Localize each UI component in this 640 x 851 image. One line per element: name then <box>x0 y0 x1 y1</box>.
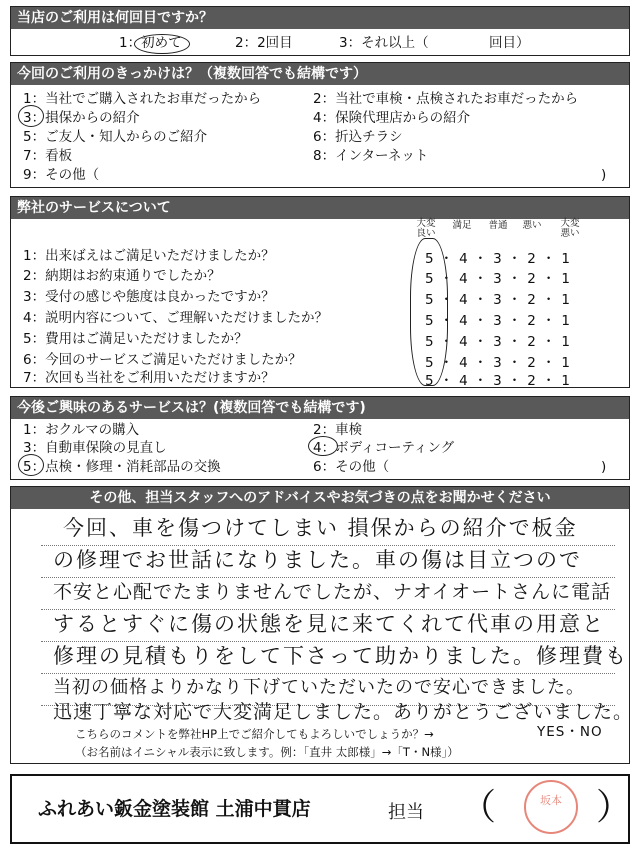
reason-2: 2：当社で車検・点検されたお車だったから <box>313 91 579 107</box>
option-second: 2：2回目 <box>235 35 293 51</box>
survey-sheet <box>10 6 634 844</box>
reason-9: 9：その他（ <box>23 167 100 183</box>
interest-6-close: ) <box>601 459 607 475</box>
interest-4: 4：ボディコーティング <box>313 440 455 456</box>
section-title: 今回のご利用のきっかけは？（複数回答でも結構です） <box>11 63 629 85</box>
interest-5: 5：点検・修理・消耗部品の交換 <box>23 459 221 475</box>
staff-close-paren: ） <box>596 787 633 828</box>
rating-scale-7: 5・4・3・2・1 <box>425 373 576 389</box>
circle-mark-interest-5 <box>18 454 44 476</box>
rating-question-7: 7：次回も当社をご利用いただけますか？ <box>23 370 275 386</box>
section-title: その他、担当スタッフへのアドバイスやお気づきの点をお聞かせください <box>11 487 629 509</box>
reason-9-close: ) <box>601 167 607 183</box>
column-very-good: 大変良い <box>416 218 436 239</box>
circle-mark-rating-5-group <box>410 238 448 386</box>
rating-scale-5: 5・4・3・2・1 <box>425 334 576 350</box>
shop-name: ふれあい鈑金塗装館 土浦中貫店 <box>38 798 311 820</box>
comment-line-2: の修理でお世話になりました。車の傷は目立つので <box>53 548 582 572</box>
comment-line-6: 当初の価格よりかなり下げていただいたので安心できました。 <box>53 677 585 698</box>
rating-scale-2: 5・4・3・2・1 <box>425 271 576 287</box>
reason-5: 5：ご友人・知人からのご紹介 <box>23 129 208 145</box>
rating-scale-6: 5・4・3・2・1 <box>425 355 576 371</box>
section-comments <box>10 486 634 764</box>
option-first: 1：初めて <box>119 35 182 51</box>
staff-seal-stamp: 坂本 <box>524 780 578 834</box>
section-reason <box>10 62 630 188</box>
rating-question-3: 3：受付の感じや態度は良かったですか？ <box>23 289 275 305</box>
option-more-unit: 回目） <box>489 35 530 51</box>
consent-question: こちらのコメントを弊社HP上でご紹介してもよろしいでしょうか？→ <box>75 727 434 741</box>
rating-scale-1: 5・4・3・2・1 <box>425 251 576 267</box>
circle-mark-interest-4 <box>308 436 338 456</box>
consent-yes-no: YES・NO <box>537 724 603 740</box>
section-title: 弊社のサービスについて <box>11 197 629 219</box>
consent-note: （お名前はイニシャル表示に致します。例：「直井 太郎様」→「T・N様」） <box>75 745 459 759</box>
rating-scale-4: 5・4・3・2・1 <box>425 313 576 329</box>
column-bad: 悪い <box>522 220 542 231</box>
interest-3: 3：自動車保険の見直し <box>23 440 167 456</box>
reason-4: 4：保険代理店からの紹介 <box>313 110 471 126</box>
comment-line-7: 迅速丁寧な対応で大変満足しました。ありがとうございました。 <box>53 701 634 723</box>
option-more: 3：それ以上（ <box>339 35 429 51</box>
reason-8: 8：インターネット <box>313 148 429 164</box>
comment-line-3: 不安と心配でたまりませんでしたが、ナオイオートさんに電話 <box>53 581 612 603</box>
rating-question-1: 1：出来ばえはご満足いただけましたか？ <box>23 248 275 264</box>
section-visit-count <box>10 6 630 56</box>
rating-question-5: 5：費用はご満足いただけましたか？ <box>23 331 248 347</box>
comment-line-4: するとすぐに傷の状態を見に来てくれて代車の用意と <box>53 612 605 636</box>
comment-line-5: 修理の見積もりをして下さって助かりました。修理費も <box>53 644 628 668</box>
circle-mark-first-visit <box>134 34 190 54</box>
rating-question-4: 4：説明内容について、ご理解いただけましたか？ <box>23 310 329 326</box>
column-normal: 普通 <box>488 220 508 231</box>
reason-1: 1：当社でご購入されたお車だったから <box>23 91 262 107</box>
column-satisfied: 満足 <box>452 220 472 231</box>
column-very-bad: 大変悪い <box>560 218 580 239</box>
staff-label: 担当 <box>388 802 424 823</box>
interest-1: 1：おクルマの購入 <box>23 422 140 438</box>
circle-mark-reason-3 <box>18 105 44 127</box>
rating-scale-3: 5・4・3・2・1 <box>425 292 576 308</box>
section-service-rating <box>10 196 630 388</box>
comment-line-1: 今回、車を傷つけてしまい 損保からの紹介で板金 <box>63 516 578 540</box>
reason-7: 7：看板 <box>23 148 73 164</box>
reason-3: 3：損保からの紹介 <box>23 110 140 126</box>
staff-open-paren: （ <box>460 787 497 828</box>
interest-2: 2：車検 <box>313 422 363 438</box>
rating-question-6: 6：今回のサービスご満足いただけましたか？ <box>23 352 302 368</box>
reason-6: 6：折込チラシ <box>313 129 403 145</box>
rating-question-2: 2：納期はお約束通りでしたか？ <box>23 268 221 284</box>
section-title: 今後ご興味のあるサービスは？(複数回答でも結構です) <box>11 397 629 419</box>
section-title: 当店のご利用は何回目ですか？ <box>11 7 629 29</box>
interest-6: 6：その他（ <box>313 459 390 475</box>
